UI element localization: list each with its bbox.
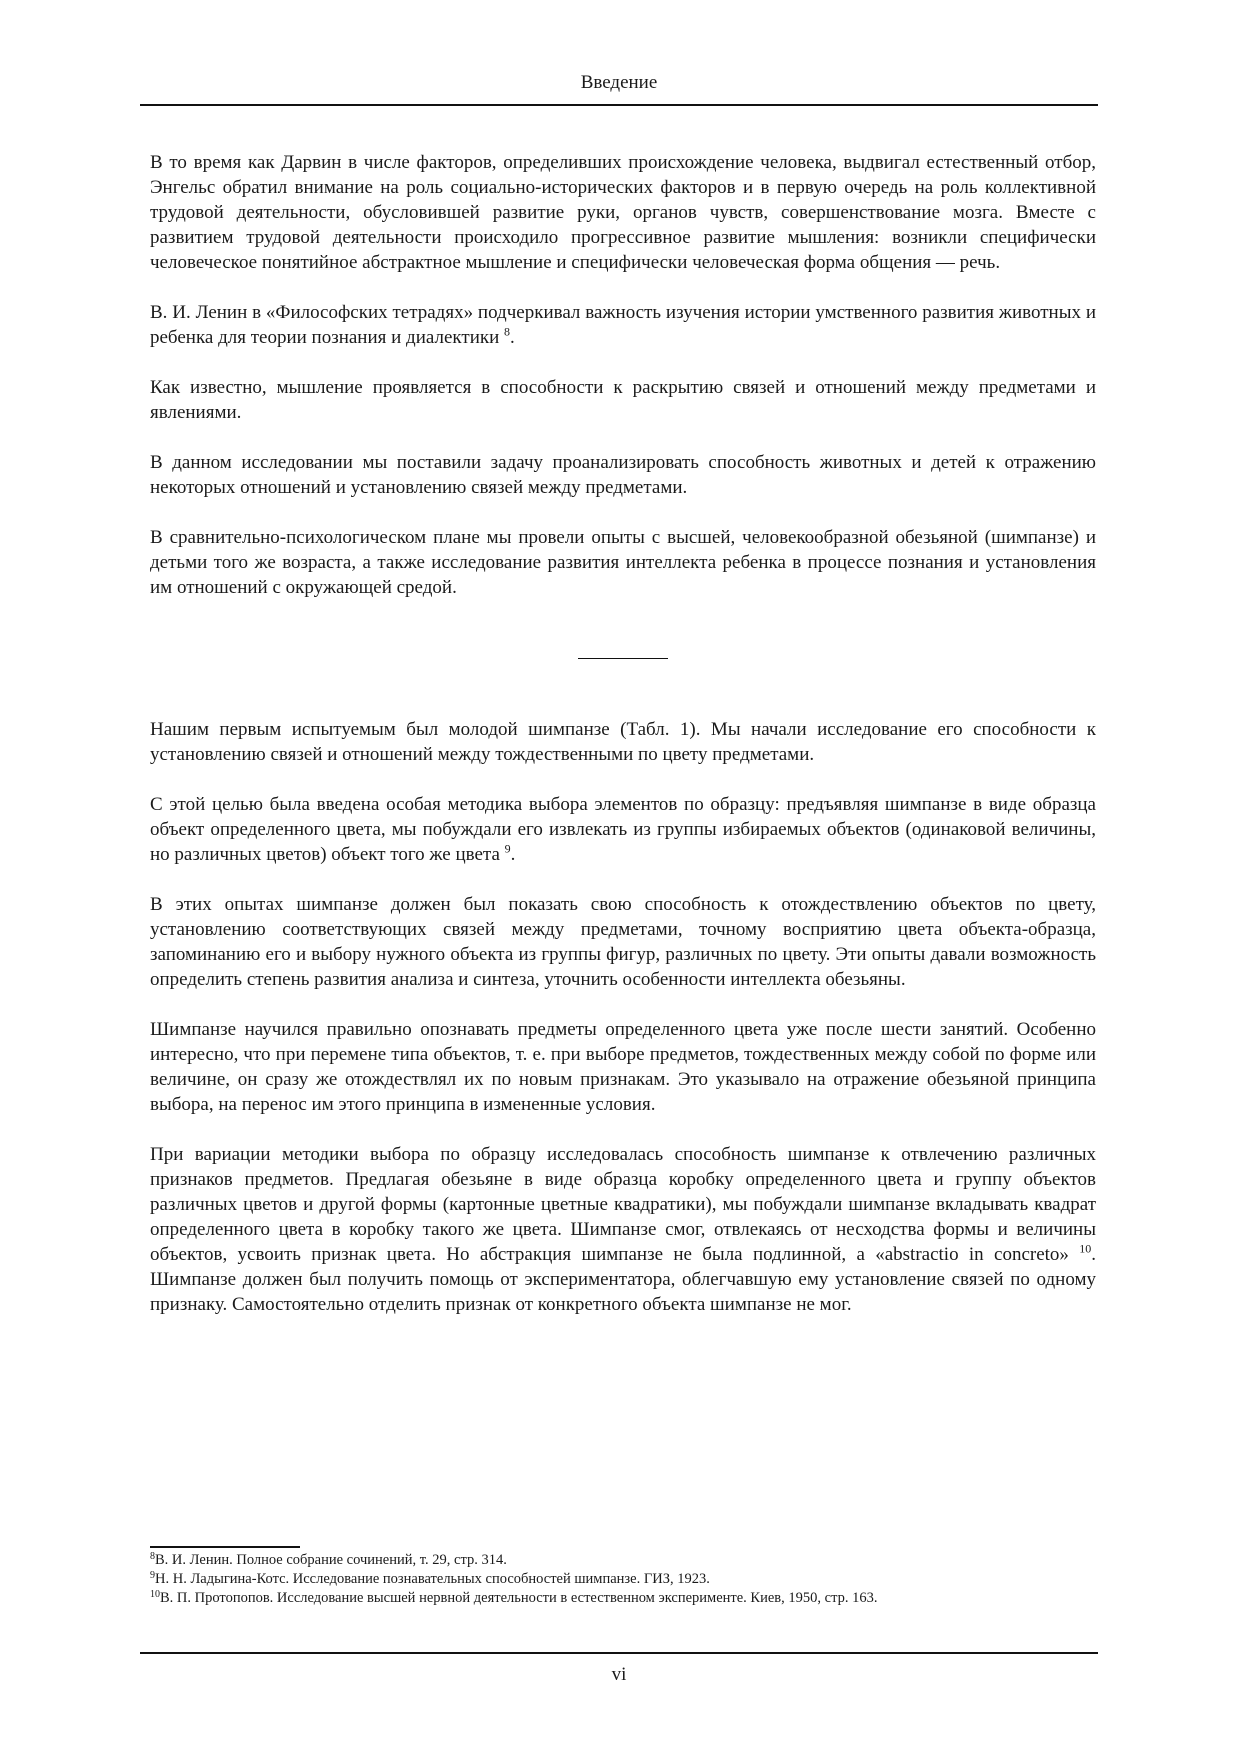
- footnote-9: $^9$Н. Н. Ладыгина-Котс. Исследование познавательных способностей шимпанзе. ГИЗ, 1923.: [150, 1570, 710, 1587]
- paragraph-4: В данном исследовании мы поставили задачу проанализировать способность животных и детей к отражению некоторых отношений и установлению связей между предметами.: [150, 452, 1096, 498]
- running-head-title: Введение: [580, 72, 658, 93]
- header-rule: [140, 104, 1098, 106]
- paragraph-10: При вариации методики выбора по образцу исследовалась способность шимпанзе к отвлечению различных признаков предметов. Предлагая обезьяне в виде образца коробку определенного цвета и группу объектов различных цветов и другой формы (картонные цветные квадратики), мы побуждали шимпанзе вкладывать квадрат определенного цвета в коробку такого же цвета. Шимпанзе смог, отвлекаясь от несходства формы и величины объектов, усвоить признак цвета. Но абстракция шимпанзе не была подлинной, а «abstractio in concreto» $^{10}$. Шимпанзе должен был получить помощь от экспериментатора, облегчавшую ему установление связей по одному признаку. Самостоятельно отделить признак от конкретного объекта шимпанзе не мог.: [150, 1144, 1096, 1315]
- footnote-ref-8[interactable]: 8: [504, 324, 511, 339]
- paragraph-2: В. И. Ленин в «Философских тетрадях» подчеркивал важность изучения истории умственного развития животных и ребенка для теории познания и диалектики $^8$.: [150, 302, 1096, 348]
- paragraph-7: С этой целью была введена особая методика выбора элементов по образцу: предъявляя шимпанзе в виде образца объект определенного цвета, мы побуждали его извлекать из группы избираемых объектов (одинаковой величины, но различных цветов) объект того же цвета $^9$.: [150, 794, 1096, 865]
- footnote-8: $^8$В. И. Ленин. Полное собрание сочинений, т. 29, стр. 314.: [150, 1551, 507, 1568]
- footnotes: [150, 1551, 1096, 1608]
- paragraph-5: В сравнительно-психологическом плане мы провели опыты с высшей, человекообразной обезьяной (шимпанзе) и детьми того же возраста, а также исследование развития интеллекта ребенка в процессе познания и установления им отношений с окружающей средой.: [150, 527, 1096, 598]
- paragraph-1: В то время как Дарвин в числе факторов, определивших происхождение человека, выдвигал естественный отбор, Энгельс обратил внимание на роль социально-исторических факторов и в первую очередь на роль коллективной трудовой деятельности, обусловившей развитие руки, органов чувств, совершенствование мозга. Вместе с развитием трудовой деятельности происходило прогрессивное развитие мышления: возникли специфически человеческое понятийное абстрактное мышление и специфически человеческая форма общения — речь.: [150, 152, 1096, 273]
- paragraph-6: Нашим первым испытуемым был молодой шимпанзе (Табл. 1). Мы начали исследование его способности к установлению связей и отношений между тождественными по цвету предметами.: [150, 719, 1096, 765]
- page-number: vi: [611, 1664, 627, 1685]
- paragraph-8: В этих опытах шимпанзе должен был показать свою способность к отождествлению объектов по цвету, установлению соответствующих связей между предметами, точному восприятию цвета объекта-образца, запоминанию его и выбору нужного объекта из группы фигур, различных по цвету. Эти опыты давали возможность определить степень развития анализа и синтеза, уточнить особенности интеллекта обезьяны.: [150, 894, 1096, 990]
- section-separator: [578, 658, 668, 659]
- paragraph-3: Как известно, мышление проявляется в способности к раскрытию связей и отношений между предметами и явлениями.: [150, 377, 1096, 423]
- footnote-ref-9[interactable]: 9: [504, 841, 511, 856]
- paragraph-9: Шимпанзе научился правильно опознавать предметы определенного цвета уже после шести занятий. Особенно интересно, что при перемене типа объектов, т. е. при выборе предметов, тождественных между собой по форме или величине, он сразу же отождествлял их по новым признакам. Это указывало на отражение обезьяной принципа выбора, на перенос им этого принципа в измененные условия.: [150, 1019, 1096, 1115]
- footnote-ref-10[interactable]: 10: [1079, 1241, 1092, 1256]
- footer-rule: [140, 1652, 1098, 1654]
- body-text: [150, 150, 1096, 1342]
- footnote-rule: [150, 1546, 300, 1548]
- footnote-10: $^{10}$В. П. Протопопов. Исследование высшей нервной деятельности в естественном эксперименте. Киев, 1950, стр. 163.: [150, 1589, 878, 1606]
